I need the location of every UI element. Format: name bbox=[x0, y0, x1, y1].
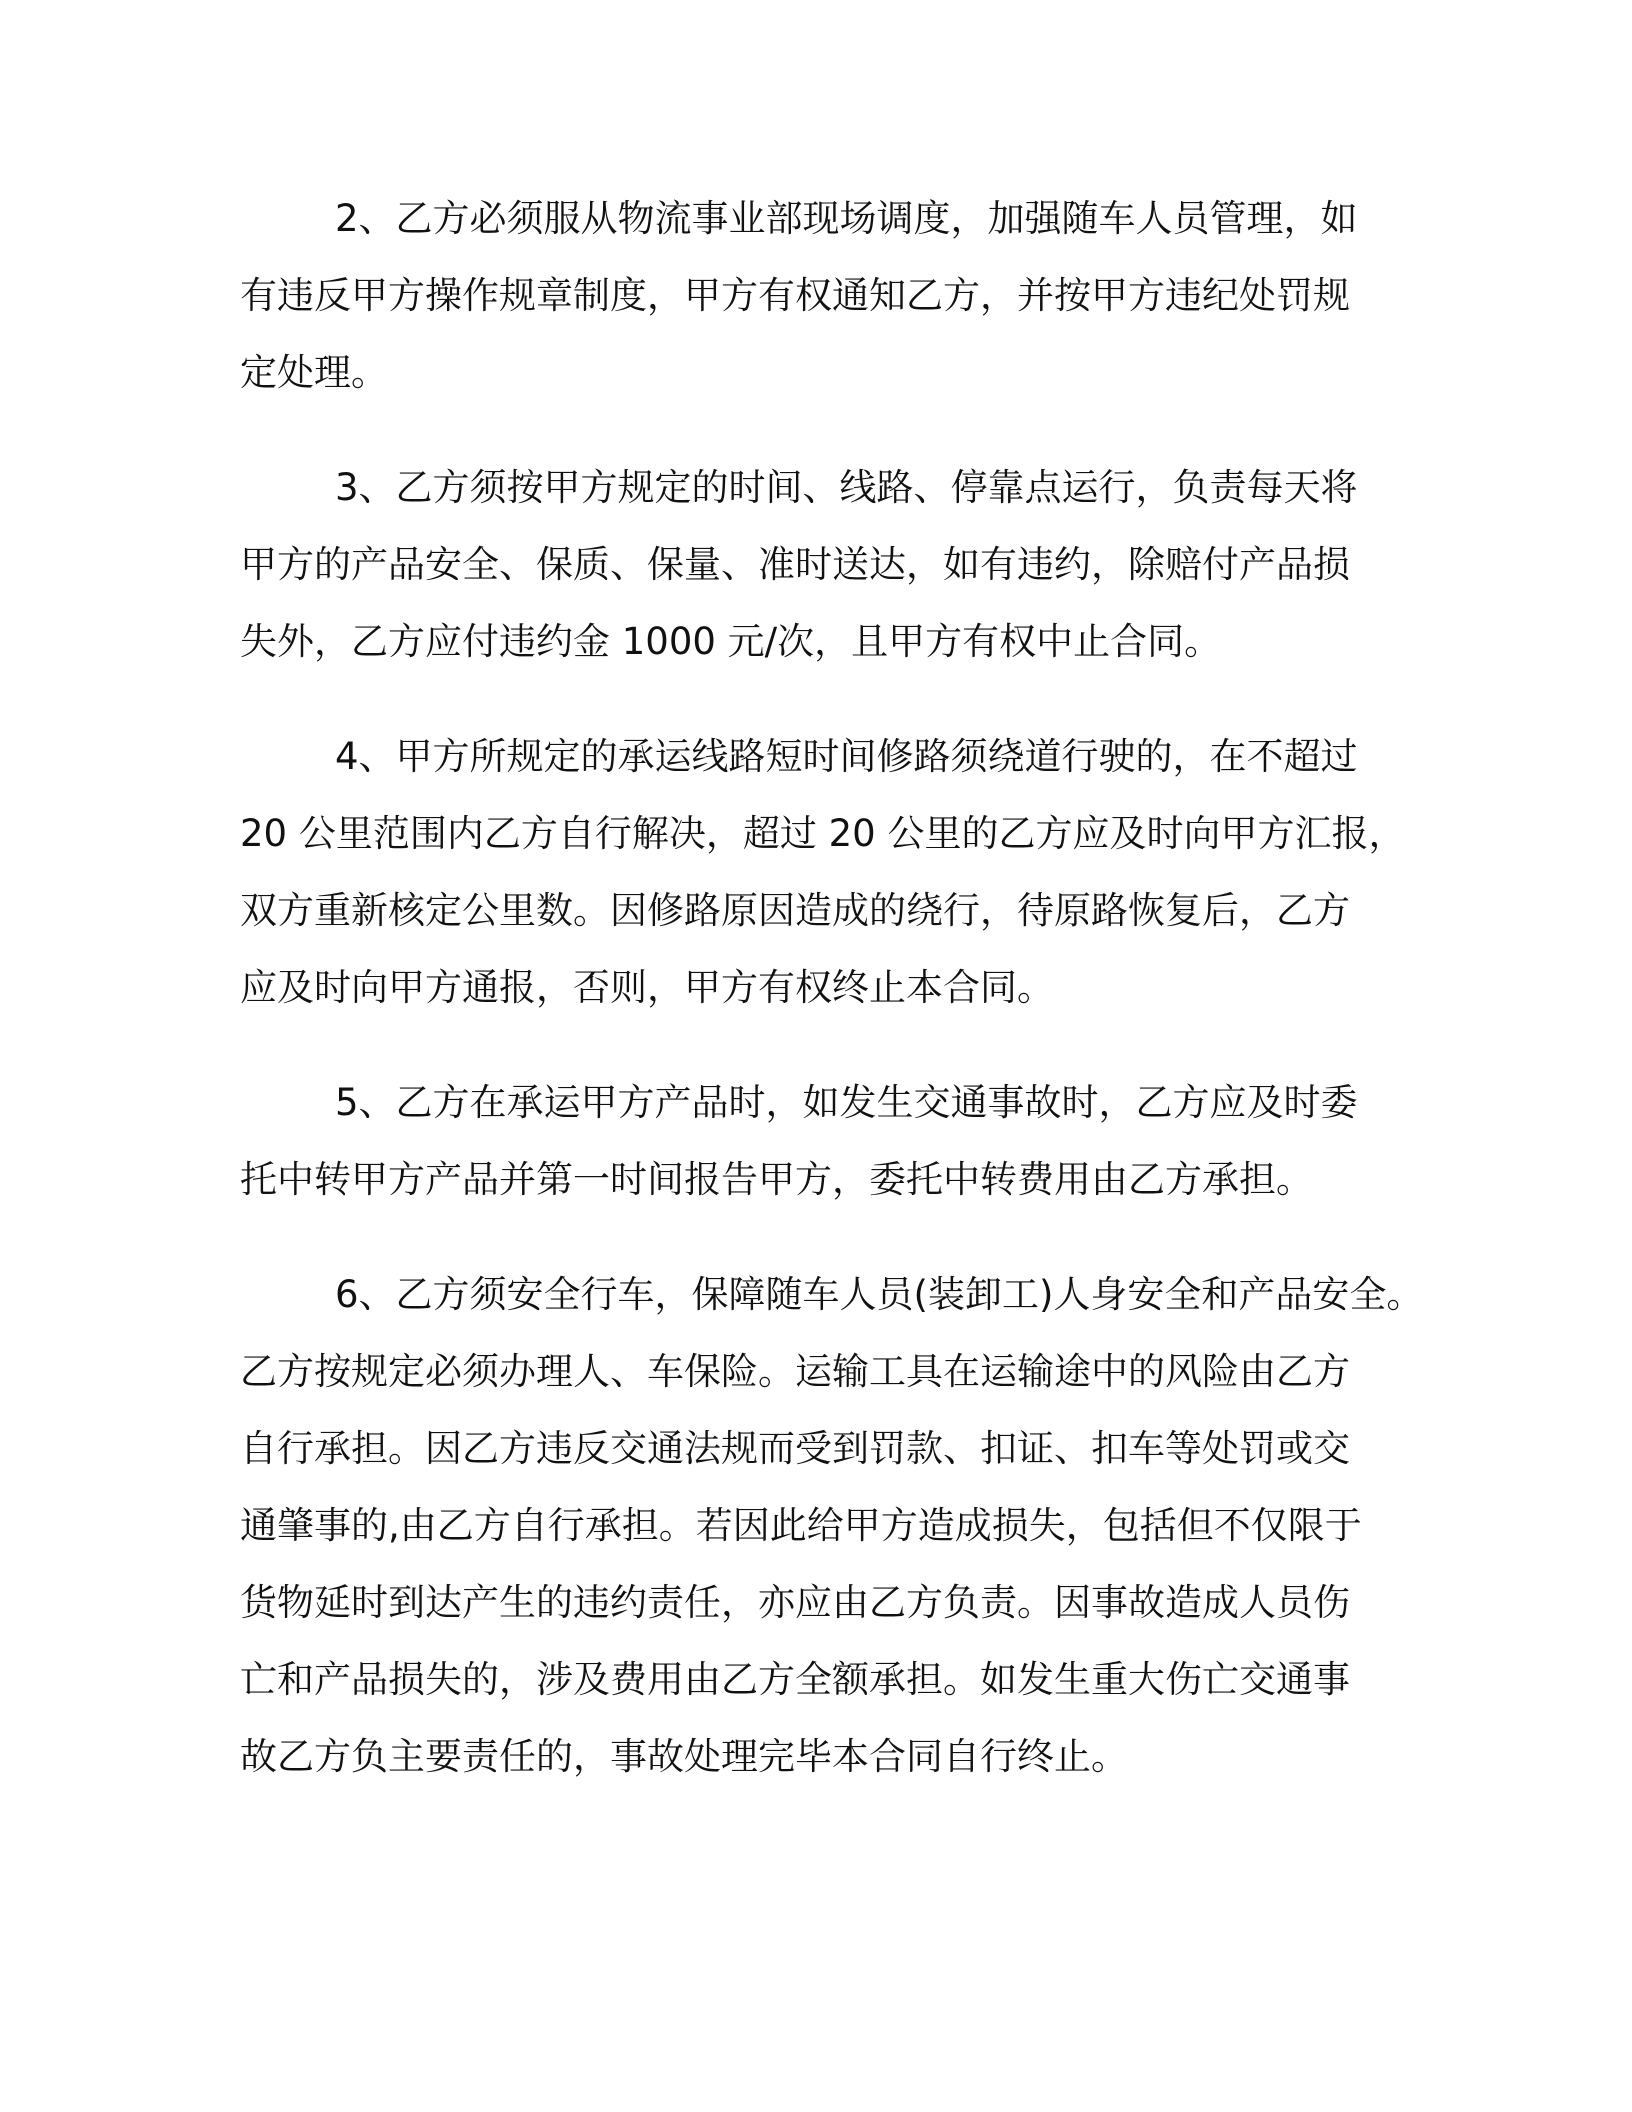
clause-5 bbox=[240, 1064, 1430, 1218]
text-line: 托中转甲方产品并第一时间报告甲方，委托中转费用由乙方承担。 bbox=[240, 1158, 1313, 1201]
text-line: 5、乙方在承运甲方产品时，如发生交通事故时，乙方应及时委 bbox=[335, 1081, 1358, 1124]
text-line: 6、乙方须安全行车，保障随车人员(装卸工)人身安全和产品安全。 bbox=[335, 1273, 1424, 1316]
text-line: 2、乙方必须服从物流事业部现场调度，加强随车人员管理，如 bbox=[335, 197, 1358, 240]
text-line: 3、乙方须按甲方规定的时间、线路、停靠点运行，负责每天将 bbox=[335, 466, 1358, 509]
text-line: 有违反甲方操作规章制度，甲方有权通知乙方，并按甲方违纪处罚规 bbox=[240, 274, 1350, 317]
text-line: 故乙方负主要责任的，事故处理完毕本合同自行终止。 bbox=[240, 1735, 1128, 1778]
text-line: 双方重新核定公里数。因修路原因造成的绕行，待原路恢复后，乙方 bbox=[240, 889, 1350, 932]
text-line: 亡和产品损失的，涉及费用由乙方全额承担。如发生重大伤亡交通事 bbox=[240, 1658, 1350, 1701]
document-body bbox=[240, 180, 1430, 1833]
text-line: 定处理。 bbox=[240, 351, 388, 394]
clause-3 bbox=[240, 449, 1430, 680]
text-line: 甲方的产品安全、保质、保量、准时送达，如有违约，除赔付产品损 bbox=[240, 543, 1350, 586]
text-line: 应及时向甲方通报，否则，甲方有权终止本合同。 bbox=[240, 966, 1054, 1009]
clause-6 bbox=[240, 1256, 1430, 1795]
text-line: 自行承担。因乙方违反交通法规而受到罚款、扣证、扣车等处罚或交 bbox=[240, 1427, 1350, 1470]
text-line: 乙方按规定必须办理人、车保险。运输工具在运输途中的风险由乙方 bbox=[240, 1350, 1350, 1393]
clause-2 bbox=[240, 180, 1430, 411]
text-line: 失外，乙方应付违约金 1000 元/次，且甲方有权中止合同。 bbox=[240, 620, 1222, 663]
clause-4 bbox=[240, 718, 1430, 1026]
text-line: 货物延时到达产生的违约责任，亦应由乙方负责。因事故造成人员伤 bbox=[240, 1581, 1350, 1624]
text-line: 通肇事的,由乙方自行承担。若因此给甲方造成损失，包括但不仅限于 bbox=[240, 1504, 1362, 1547]
text-line: 4、甲方所规定的承运线路短时间修路须绕道行驶的，在不超过 bbox=[335, 735, 1358, 778]
text-line: 20 公里范围内乙方自行解决，超过 20 公里的乙方应及时向甲方汇报， bbox=[240, 812, 1406, 855]
